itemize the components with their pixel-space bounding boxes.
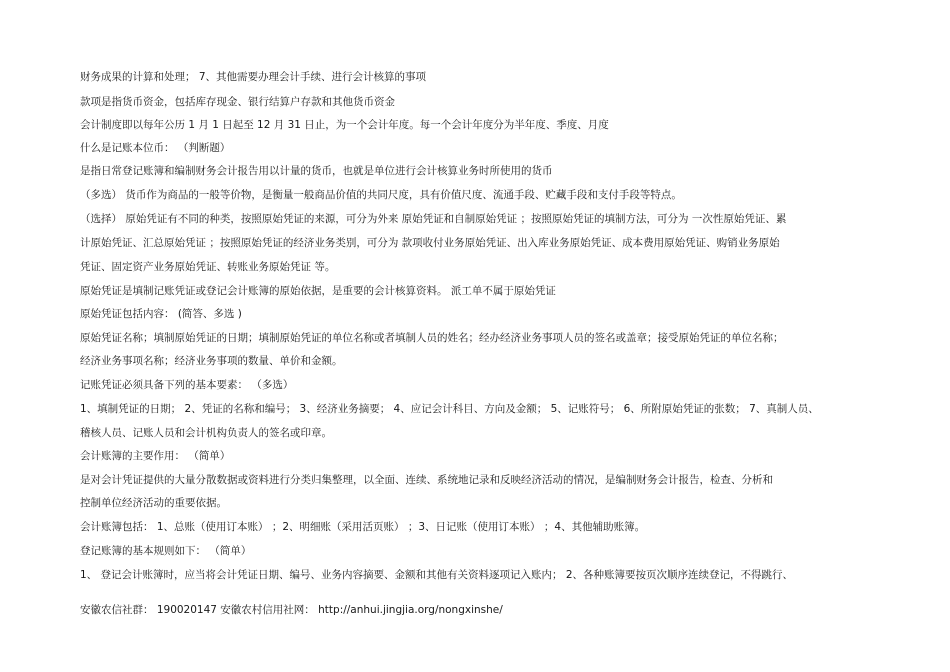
text-line: 1、填制凭证的日期； 2、凭证的名称和编号； 3、经济业务摘要； 4、应记会计科目、方向及金额； 5、记账符号； 6、所附原始凭证的张数； 7、真制人员、 bbox=[80, 403, 819, 415]
text-line: 登记账簿的基本规则如下： （简单） bbox=[80, 545, 252, 557]
text-line: 会计账簿的主要作用： （简单） bbox=[80, 450, 231, 462]
text-line: 款项是指货币资金，包括库存现金、银行结算户存款和其他货币资金 bbox=[80, 96, 395, 108]
text-line: 原始凭证是填制记账凭证或登记会计账簿的原始依据，是重要的会计核算资料。 派工单不属于原始凭证 bbox=[80, 285, 556, 297]
text-line: 控制单位经济活动的重要依据。 bbox=[80, 497, 227, 509]
text-line: 财务成果的计算和处理； 7、其他需要办理会计手续、进行会计核算的事项 bbox=[80, 71, 427, 83]
text-line: 是指日常登记账簿和编制财务会计报告用以计量的货币，也就是单位进行会计核算业务时所使用的货币 bbox=[80, 165, 553, 177]
footer-note: 安徽农信社群： 190020147 安徽农村信用社网： http://anhui.jingjia.org/nongxinshe/ bbox=[80, 604, 503, 616]
text-line: 经济业务事项名称；经济业务事项的数量、单价和金额。 bbox=[80, 355, 343, 367]
text-line: 记账凭证必须具备下列的基本要素： （多选） bbox=[80, 379, 294, 391]
text-line: （选择） 原始凭证有不同的种类，按照原始凭证的来源，可分为外来 原始凭证和自制原始凭证 ；按照原始凭证的填制方法，可分为 一次性原始凭证、累 bbox=[80, 213, 787, 225]
text-line: 什么是记账本位币： （判断题） bbox=[80, 142, 231, 154]
text-line: 原始凭证名称；填制原始凭证的日期；填制原始凭证的单位名称或者填制人员的姓名；经办经济业务事项人员的签名或盖章；接受原始凭证的单位名称； bbox=[80, 332, 784, 344]
text-line: 会计制度即以每年公历 1 月 1 日起至 12 月 31 日止，为一个会计年度。每一个会计年度分为半年度、季度、月度 bbox=[80, 119, 609, 131]
text-line: （多选） 货币作为商品的一般等价物，是衡量一般商品价值的共同尺度，具有价值尺度、流通手段、贮藏手段和支付手段等特点。 bbox=[80, 189, 682, 201]
text-line: 凭证、固定资产业务原始凭证、转账业务原始凭证 等。 bbox=[80, 261, 336, 273]
text-line: 会计账簿包括： 1、总账（使用订本账） ；2、明细账（采用活页账） ；3、日记账（使用订本账） ；4、其他辅助账簿。 bbox=[80, 521, 646, 533]
text-line: 是对会计凭证提供的大量分散数据或资料进行分类归集整理，以全面、连续、系统地记录和反映经济活动的情况，是编制财务会计报告，检查、分析和 bbox=[80, 474, 773, 486]
text-line: 计原始凭证、汇总原始凭证 ；按照原始凭证的经济业务类别，可分为 款项收付业务原始凭证、出入库业务原始凭证、成本费用原始凭证、购销业务原始 bbox=[80, 237, 780, 249]
text-line: 原始凭证包括内容： (简答、多选 ) bbox=[80, 308, 242, 320]
text-line: 1、 登记会计账簿时，应当将会计凭证日期、编号、业务内容摘要、金额和其他有关资料逐项记入账内； 2、各种账簿要按页次顺序连续登记，不得跳行、 bbox=[80, 569, 794, 581]
text-line: 稽核人员、记账人员和会计机构负责人的签名或印章。 bbox=[80, 427, 332, 439]
